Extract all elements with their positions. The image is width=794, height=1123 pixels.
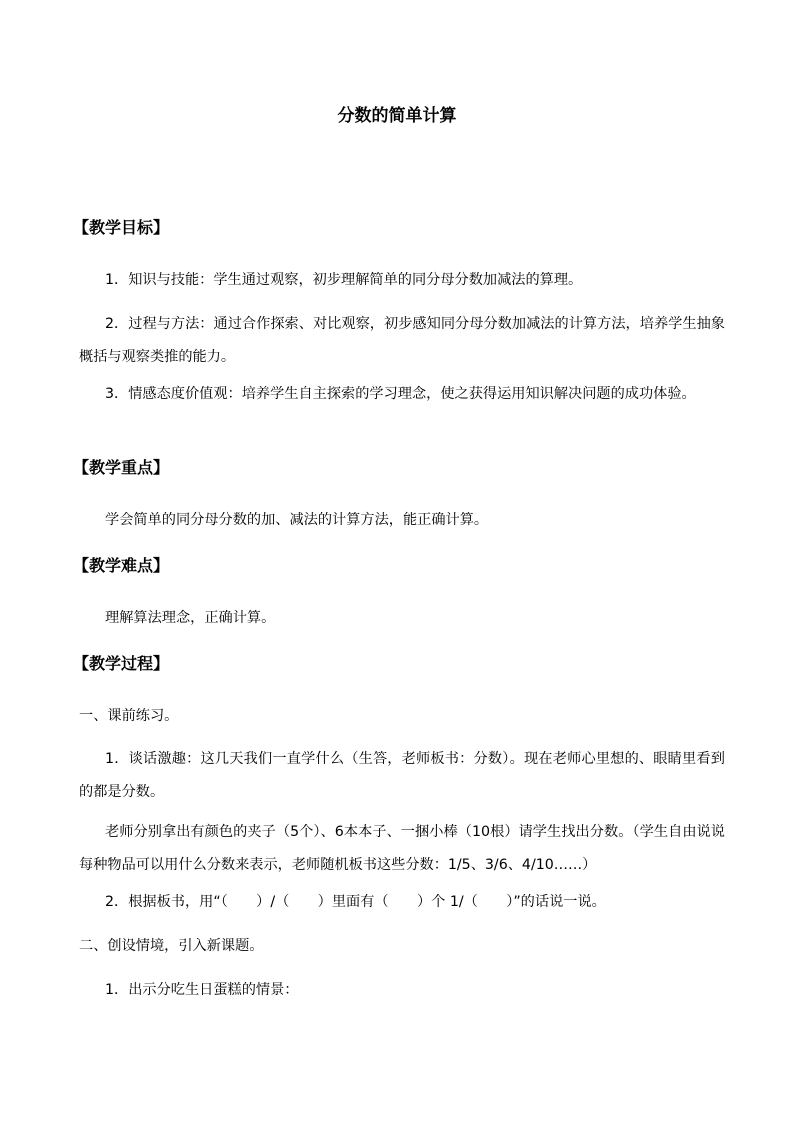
- difficulties-text: 理解算法理念，正确计算。: [105, 610, 276, 626]
- process-part1-item-2: 老师分别拿出有颜色的夹子（5个）、6本本子、一捆小棒（10根）请学生找出分数。（学生自由说说每种物品可以用什么分数来表示，老师随机板书这些分数：1/5、3/6、4/10……）: [79, 824, 725, 873]
- goal-item-1: 1．知识与技能：学生通过观察，初步理解简单的同分母分数加减法的算理。: [105, 272, 583, 288]
- key-points-text: 学会简单的同分母分数的加、减法的计算方法，能正确计算。: [105, 512, 489, 528]
- process-part1-item-3: 2．根据板书，用“（ ）/（ ）里面有（ ）个 1/（ ）”的话说一说。: [105, 894, 606, 910]
- goal-item-2: 2．过程与方法：通过合作探索、对比观察，初步感知同分母分数加减法的计算方法，培养学生抽象概括与观察类推的能力。: [79, 316, 725, 365]
- heading-teaching-goals: 【教学目标】: [73, 218, 170, 237]
- heading-teaching-process: 【教学过程】: [73, 654, 170, 673]
- process-part1-item-1: 1．谈话激趣：这几天我们一直学什么（生答，老师板书：分数）。现在老师心里想的、眼睛里看到的都是分数。: [79, 751, 725, 800]
- process-part1-title: 一、课前练习。: [79, 708, 179, 724]
- heading-key-points: 【教学重点】: [73, 458, 170, 477]
- heading-difficulties: 【教学难点】: [73, 556, 170, 575]
- goal-item-3: 3．情感态度价值观：培养学生自主探索的学习理念，使之获得运用知识解决问题的成功体验。: [105, 386, 696, 402]
- process-part2-item-1: 1．出示分吃生日蛋糕的情景：: [105, 982, 299, 998]
- page-title: 分数的简单计算: [337, 106, 457, 126]
- process-part2-title: 二、创设情境，引入新课题。: [79, 938, 264, 954]
